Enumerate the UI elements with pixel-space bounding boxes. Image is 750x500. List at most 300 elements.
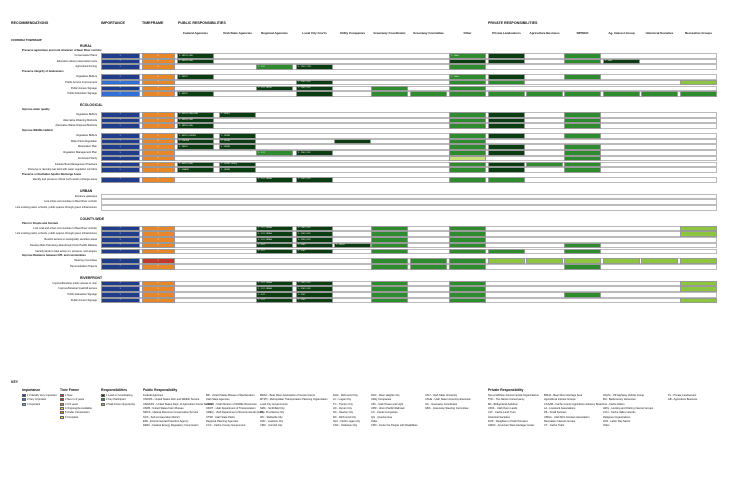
- responsibility-text: 1 - CMC, LRS: [298, 282, 311, 285]
- importance-header: IMPORTANCE: [101, 21, 125, 25]
- row-label: Conservation Plans: [74, 54, 97, 57]
- importance-value: 1: [119, 54, 121, 57]
- key-item: CH - Cache Hikers: [603, 402, 625, 406]
- key-item: 2 Key Participant: [106, 398, 126, 402]
- row-label: Public Education Signage: [67, 92, 97, 96]
- responsibility-text: 1 - CMC: [298, 293, 306, 296]
- column-header: Utility Companies: [339, 31, 366, 35]
- row-label: Vegetation Management Plan: [62, 151, 97, 155]
- key-item: 2 Very Important: [27, 398, 47, 402]
- key-item: RC - Richmond City: [333, 415, 356, 419]
- responsibility-cell: [564, 123, 601, 129]
- key-item: PL - Private Landowners: [668, 394, 697, 397]
- key-item: QG - Questar Gas: [371, 415, 393, 419]
- key-item: Historical Societies: [488, 415, 510, 419]
- key-item: BRHA - Bear River Heritage Area: [544, 394, 583, 397]
- key-item: MTPO - Metropolitan Transportation Planning Organization: [260, 398, 328, 402]
- section-title: RIVERFRONT: [80, 275, 103, 280]
- responsibility-text: 1 - USFWS: [179, 140, 190, 143]
- key-item: FERC - Federal Energy Regulatory Commission: [143, 424, 199, 428]
- key-item: BA - Bridgerland Audubon: [488, 402, 518, 406]
- responsibility-text: 1 - CCC: [258, 299, 266, 302]
- row-outline: [101, 249, 717, 255]
- responsibility-text: 1 - NRCS, FSA: [179, 60, 193, 63]
- key-item: PC - Providence City: [260, 411, 285, 415]
- responsibility-text: 1 - NRCS: [179, 75, 188, 78]
- key-item: UMGA - Utah Mint Growers Association: [544, 415, 590, 419]
- key-item: 6 Complete: [65, 415, 79, 419]
- responsibility-text: 1 - CMC, LRS: [298, 178, 311, 181]
- column-header: Private Landowners: [492, 31, 521, 35]
- row-label: Public Access Improvement: [65, 80, 97, 84]
- key-item: BRAG - Bear River Association of Governments: [260, 394, 315, 397]
- row-label: Vegetative Buffers: [75, 75, 97, 79]
- row-label: Link existing parks, schools, public spaces through green infrastructure: [15, 232, 97, 236]
- key-item: Other: [603, 424, 610, 428]
- row-label: Water Flow Regulation: [70, 139, 97, 143]
- timeframe-value: 5: [157, 157, 159, 160]
- key-item: WC - Wellsville City: [260, 415, 283, 419]
- timeframe-value: 5: [157, 134, 159, 137]
- key-item: USDA/FS - United States Dept. of Agriculture Forest Service: [143, 402, 213, 406]
- responsibility-text: 1 - Other: [451, 75, 459, 78]
- responsibility-cell: [449, 64, 486, 70]
- responsibility-cell: [680, 91, 717, 97]
- responsibility-text: 1 - CMC, LRS: [298, 287, 311, 290]
- key-item: UFDL - Utah Open Lands: [488, 406, 518, 410]
- key-item: CPD - Center for People with Disabilities: [371, 424, 418, 428]
- section-title: COUNTY-WIDE: [80, 216, 105, 221]
- key-item: UDWR - Utah Division of Wildlife Resources: [206, 402, 257, 406]
- row-label: Steering Committee: [74, 259, 97, 263]
- key-importance-title: Importance: [22, 388, 41, 392]
- key-swatch: [60, 398, 64, 401]
- key-item: RHC - River Heights City: [371, 394, 400, 397]
- timeframe-value: 5: [157, 60, 159, 63]
- timeframe-value: 5: [157, 163, 159, 165]
- key-item: 4 Ongoing/As Available: [65, 406, 92, 410]
- key-public-title: Public Responsibility: [143, 388, 178, 392]
- responsibility-cell: [488, 177, 525, 183]
- subsection-title: Preserve agriculture and rural character of Bear River corridor: [22, 49, 102, 52]
- row-label: Vegetative Buffers: [75, 112, 97, 116]
- responsibility-cell: [449, 123, 486, 129]
- row-label: Link rural and urban communities to Bear River corridor: [33, 226, 97, 230]
- responsibility-text: 1 - CCC: [258, 293, 266, 296]
- key-responsibilities-title: Responsibilities: [101, 388, 128, 392]
- responsibility-text: 1 - CMC, LRS: [298, 151, 311, 154]
- importance-value: 1: [119, 87, 121, 89]
- importance-value: 1: [119, 259, 121, 262]
- importance-value: 1: [119, 250, 121, 252]
- key-item: 3 Task Force Opportunity: [106, 402, 135, 406]
- importance-value: 1: [119, 287, 121, 290]
- responsibility-text: 1 - CCC, BRAG: [258, 287, 273, 290]
- timeframe-value: 3: [157, 140, 159, 143]
- timeframe-value: 5: [157, 151, 159, 154]
- row-label: Vegetative Buffers: [75, 134, 97, 137]
- responsibility-cell: [641, 91, 678, 97]
- key-swatch: [101, 394, 105, 397]
- responsibility-text: 1 - CMC, CRS: [298, 65, 311, 68]
- responsibility-text: 1 - CMC, LRS: [298, 232, 311, 235]
- key-item: HC - Hyrum City: [333, 406, 352, 410]
- responsibility-text: 1 - CMC: [298, 299, 306, 302]
- timeframe-value: 3: [157, 227, 159, 230]
- subsection-title: Preserve integrity of landowners: [22, 70, 64, 74]
- responsibility-cell: [449, 249, 486, 255]
- row-label: Education about preservation tools: [57, 59, 97, 63]
- timeframe-value: 1: [157, 259, 159, 262]
- key-private-title: Private Responsibility: [488, 388, 524, 392]
- responsibility-cell: [603, 91, 640, 97]
- key-item: Recreation Interest Groups: [544, 419, 576, 423]
- key-item: 1 Critically Very Important: [27, 394, 57, 397]
- key-item: GBC - Greenway Steering Committee: [425, 406, 469, 410]
- public-resp-header: PUBLIC RESPONSIBILITIES: [178, 21, 226, 25]
- importance-value: 1: [119, 232, 121, 235]
- importance-value: 1: [119, 282, 121, 285]
- key-swatch: [101, 398, 105, 401]
- row-outline: [101, 264, 717, 270]
- responsibility-cell: [488, 249, 525, 255]
- timeframe-value: 5: [157, 168, 159, 171]
- subsection-title: Improve Wildlife Habitat: [22, 129, 53, 132]
- timeframe-value: 5: [157, 113, 159, 116]
- responsibility-text: 1 - CCC: [258, 250, 266, 252]
- key-item: 5 Under Construction: [65, 411, 90, 415]
- importance-value: 1: [119, 145, 121, 148]
- responsibility-text: 1 - CCC, BRAG: [258, 238, 273, 241]
- responsibility-text: 1 - UDWR: [221, 140, 231, 143]
- importance-value: 1: [119, 227, 121, 230]
- responsibility-text: 1 - CCC: [258, 151, 266, 154]
- responsibility-text: 1 - USACE: [179, 168, 189, 171]
- timeframe-value: 3: [157, 81, 159, 84]
- timeframe-value: 3: [157, 238, 159, 241]
- responsibility-cell: [526, 91, 563, 97]
- key-item: USFB - United States Farm Bureau: [143, 406, 184, 410]
- key-swatch: [60, 411, 64, 414]
- timeframe-value: 5: [157, 119, 159, 122]
- key-item: CC - Canal Companies: [371, 411, 398, 415]
- importance-value: 1: [119, 134, 121, 137]
- row-label: Identify and preserve critical north-south recharge areas: [32, 177, 97, 181]
- private-resp-header: PRIVATE RESPONSIBILITIES: [488, 21, 538, 25]
- key-item: USFWS - United States Fish and Wildlife Service: [143, 398, 200, 402]
- key-item: UDOT - Utah Department of Transportation: [206, 406, 256, 410]
- row-label: Improve/Develop public access to river: [52, 281, 97, 285]
- responsibility-text: 1 - CCC, BRAG: [258, 232, 273, 235]
- responsibility-text: 1 - CMC: [298, 244, 306, 247]
- importance-value: 1: [119, 178, 121, 181]
- timeframe-value: 3: [157, 87, 159, 89]
- key-item: Other: [371, 419, 378, 423]
- timeframe-value: 3: [157, 299, 159, 302]
- importance-value: 1: [119, 119, 121, 122]
- timeframe-value: 5: [157, 54, 159, 57]
- key-item: LA - Livestock Associations: [544, 406, 576, 410]
- timeframe-value: 5: [157, 75, 159, 78]
- row-outline: [101, 205, 717, 211]
- importance-value: 1: [119, 157, 121, 160]
- key-item: CMC - Cornish City: [260, 424, 283, 428]
- key-item: OHVG - Off Highway Vehicle Group: [603, 394, 645, 397]
- responsibility-text: 1 - CCC, BRAG: [258, 178, 273, 181]
- responsibility-text: 1 - UDEQ: [221, 113, 230, 116]
- key-item: AMHC - American West Heritage Center: [488, 424, 535, 428]
- responsibility-cell: [410, 91, 447, 97]
- section-title: URBAN: [80, 188, 93, 193]
- key-item: FB - Small Farmers: [544, 411, 567, 415]
- responsibility-text: 1 - CCC: [258, 65, 266, 68]
- key-swatch: [60, 407, 64, 410]
- timeframe-value: 3: [157, 287, 159, 290]
- key-item: LMC - Lewiston City: [260, 419, 284, 423]
- responsibility-cell: [371, 249, 408, 255]
- key-item: UPR - Union Pacific Railroad: [371, 406, 405, 410]
- row-label: Develop Rail-Trail along abandoned Union Pacific Railway: [30, 243, 97, 247]
- key-item: Utah State Agencies: [206, 398, 230, 402]
- key-item: UPL - Utah Power and Light: [371, 402, 404, 406]
- responsibility-cell: [564, 264, 601, 270]
- key-swatch: [22, 398, 26, 401]
- responsibility-text: 1 - UDWR: [221, 168, 231, 171]
- responsibility-cell: [488, 91, 525, 97]
- responsibility-text: 1 - CMC: [298, 250, 306, 252]
- column-header: Local City Gov'ts: [302, 31, 327, 35]
- responsibility-text: 1 - Other: [451, 54, 459, 57]
- row-outline: [101, 64, 717, 70]
- key-item: Local City Governments: [260, 402, 288, 406]
- importance-value: 1: [119, 75, 121, 78]
- responsibility-cell: [564, 91, 601, 97]
- importance-value: 1: [119, 60, 121, 63]
- responsibility-text: 1 - UDWR, UDEQ: [221, 163, 237, 165]
- responsibility-cell: [410, 264, 447, 270]
- column-header: Other: [463, 31, 472, 35]
- row-label: Link urban communities to Bear River corridor: [44, 200, 97, 204]
- row-outline: [101, 298, 717, 304]
- responsibility-text: 1 - CCC, BRTA: [258, 87, 272, 89]
- timeframe-value: 3: [157, 65, 159, 68]
- row-label: Improve/Develop boat/raft access: [58, 287, 97, 291]
- key-item: 1 Lead or Coordinating: [106, 394, 133, 397]
- responsibility-text: 1 - UDWR: [221, 134, 231, 137]
- key-swatch: [60, 394, 64, 397]
- responsibility-text: 1 - CMC, LRS: [298, 238, 311, 241]
- key-timeframe-title: Time Frame: [60, 388, 79, 392]
- key-item: HFIG - Hunting and Fishing Interest Groups: [603, 406, 654, 410]
- row-label: Enhance gateways: [75, 194, 97, 198]
- row-label: Continued Study: [77, 156, 97, 160]
- importance-value: 2: [119, 81, 121, 84]
- township-title: CORNISH TOWNSHIP: [11, 38, 42, 42]
- responsibility-cell: [371, 298, 408, 304]
- responsibility-text: 1 - UPRR: [336, 244, 345, 247]
- key-item: 3 3-5 years: [65, 402, 78, 406]
- key-item: EPA - Environmental Protection Agency: [143, 419, 189, 423]
- key-swatch: [22, 394, 26, 397]
- responsibility-cell: [449, 264, 486, 270]
- row-label: Restrict access to ecologically sensitive areas: [44, 238, 97, 242]
- key-swatch: [60, 416, 64, 419]
- importance-value: 1: [119, 299, 121, 302]
- responsibility-text: 1 - UFB: [605, 60, 612, 63]
- timeframe-value: 5: [157, 124, 159, 127]
- responsibility-cell: [449, 298, 486, 304]
- subsection-title: Preserve or Revitalize Aquifer Recharge Areas: [22, 172, 82, 176]
- column-header: Historical Societies: [645, 31, 674, 35]
- row-label: Public Access Signage: [70, 86, 97, 90]
- row-label: Agricultural Zoning: [75, 65, 97, 69]
- responsibility-cell: [449, 167, 486, 173]
- responsibility-text: 1 - NRCS, USFWS: [179, 134, 196, 137]
- timeframe-header: TIMEFRAME: [142, 21, 164, 25]
- responsibility-text: 1 - NRCS, FSA, EPA: [179, 113, 198, 116]
- key-item: UDEQ - Utah Department of Environmental Quality: [206, 411, 265, 415]
- responsibility-cell: [488, 123, 525, 129]
- responsibility-cell: [564, 249, 601, 255]
- section-title: RURAL: [80, 44, 92, 48]
- responsibility-text: 1 - NRCS: [179, 92, 188, 95]
- importance-value: 1: [119, 265, 121, 268]
- row-outline: [101, 177, 717, 183]
- responsibility-cell: [371, 264, 408, 270]
- column-header: Federal Agencies: [183, 31, 208, 35]
- key-item: CT - Cache Trails: [544, 424, 565, 428]
- row-label: Institute Best Management Practices: [54, 162, 97, 166]
- responsibility-text: 1 - UDWR: [221, 145, 231, 148]
- key-item: SCS - Soil Conservation District: [143, 415, 180, 419]
- key-item: SMC - Smithfield City: [260, 406, 285, 410]
- responsibility-text: 1 - CCC: [258, 244, 266, 247]
- responsibility-text: 1 - NRCS, FSA: [179, 119, 193, 122]
- key-item: CVH - Cache Valley Hounds: [603, 411, 636, 415]
- importance-value: 1: [119, 113, 121, 116]
- column-header: NP/NGO: [576, 31, 589, 35]
- key-item: USU - Utah State University: [425, 394, 458, 397]
- responsibility-text: 1 - NRCS: [179, 145, 188, 148]
- responsibility-text: 1 - CCC, BRAG: [258, 282, 273, 285]
- column-header: Agriculture Business: [529, 31, 560, 35]
- responsibility-cell: [564, 167, 601, 173]
- row-label: Alternative Watering Methods: [63, 118, 97, 122]
- timeframe-value: 3: [157, 92, 159, 95]
- responsibility-text: 1 - CMC, LRS: [298, 87, 311, 89]
- key-item: 3 Important: [27, 402, 41, 406]
- page-title: RECOMMENDATIONS: [11, 21, 49, 25]
- key-item: AB - Agriculture Business: [668, 398, 698, 402]
- subsection-title: Improve Relations between GPL and communities: [22, 254, 86, 258]
- key-item: CLT - Cache Land Trust: [488, 411, 516, 415]
- key-item: USUE - Utah State University Extension: [425, 398, 471, 402]
- row-label: Link existing parks, schools, public spaces through green infrastructure: [15, 206, 97, 209]
- importance-value: 1: [119, 124, 121, 127]
- key-item: Religious Organizations: [603, 415, 631, 419]
- responsibility-cell: [680, 298, 717, 304]
- row-label: Demonstration Projects: [70, 264, 97, 268]
- timeframe-value: 3: [157, 282, 159, 285]
- column-header: Greenway Coordinator: [373, 31, 406, 35]
- importance-value: 1: [119, 244, 121, 247]
- timeframe-value: 3: [157, 293, 159, 296]
- timeframe-value: 3: [157, 244, 159, 247]
- row-label: Identify lands to take action on, preserve, and acquire: [35, 249, 97, 253]
- key-item: GC - Greenway Coordinator: [425, 402, 458, 406]
- key-item: LDS - Latter Day Saints: [603, 419, 631, 423]
- importance-value: 1: [119, 293, 121, 296]
- key-item: NC - Newton City: [333, 411, 354, 415]
- responsibility-cell: [449, 91, 486, 97]
- key-item: CNC - Clarkston City: [333, 424, 358, 428]
- key-item: NRCS - Natural Resource Conservation Service: [143, 411, 199, 415]
- responsibility-text: 1 - CCC, BRAG: [258, 227, 273, 230]
- importance-value: 1: [119, 238, 121, 241]
- column-header: Regional Agencies: [261, 31, 288, 35]
- key-swatch: [22, 403, 26, 406]
- importance-value: 2: [119, 92, 121, 95]
- subsection-title: Improve water quality: [22, 107, 50, 111]
- key-item: Regional Planning Agencies: [206, 419, 239, 423]
- key-item: TC - Trenton City: [333, 402, 353, 406]
- importance-value: 1: [119, 65, 121, 68]
- row-label: Restoration Plan: [77, 145, 97, 149]
- key-item: 2 Next 1-3 years: [65, 398, 85, 402]
- importance-value: 1: [119, 163, 121, 165]
- row-label: Public Access Signage: [70, 298, 97, 302]
- key-swatch: [101, 403, 105, 406]
- key-item: UTSP - Utah State Parks: [206, 415, 235, 419]
- key-item: Federal Agencies: [143, 394, 164, 397]
- responsibility-text: 1 - CMC, LRS: [298, 81, 311, 84]
- timeframe-value: 3: [157, 178, 159, 181]
- key-item: BH - Backcountry Horsemen: [603, 398, 636, 402]
- column-header: Greenway Committee: [413, 31, 444, 35]
- key-title: KEY: [11, 380, 18, 384]
- subsection-title: Plan for People and Animals: [22, 221, 59, 225]
- key-item: DUP - Daughters of Utah Pioneers: [488, 419, 528, 423]
- key-swatch: [60, 403, 64, 406]
- column-header: Recreation Groups: [684, 31, 712, 35]
- key-item: NLC - North Logan City: [333, 419, 360, 423]
- row-label: Public Education Signage: [67, 293, 97, 296]
- key-item: Non-profit/Non-Governmental Organizations: [488, 394, 539, 397]
- responsibility-cell: [371, 91, 408, 97]
- key-item: CCC - Cache County Government: [206, 424, 246, 428]
- key-item: CCAAB - Cache County Agriculture Advisory Board: [544, 402, 603, 406]
- key-item: TNC - The Nature Conservancy: [488, 398, 525, 402]
- key-item: 1 Now: [65, 394, 73, 397]
- timeframe-value: 5: [157, 145, 159, 148]
- key-item: Agricultural Interest Groups: [544, 398, 576, 402]
- section-title: ECOLOGICAL: [80, 102, 103, 107]
- responsibility-text: 1 - NRCS, FSA: [179, 54, 193, 57]
- responsibility-cell: [449, 177, 486, 183]
- responsibility-text: 1 - NRCS, EPA: [179, 163, 193, 165]
- timeframe-value: 3: [157, 250, 159, 252]
- importance-value: 1: [119, 140, 121, 143]
- column-header: Ag. Interest Group: [608, 31, 635, 35]
- timeframe-value: 3: [157, 265, 159, 268]
- column-header: Utah State Agencies: [223, 31, 252, 35]
- importance-value: 1: [119, 151, 121, 154]
- row-label: Alternative Waste Disposal Methods: [55, 124, 97, 128]
- responsibility-text: 1 - NRCS, FSA: [179, 124, 193, 127]
- importance-value: 1: [119, 168, 121, 171]
- timeframe-value: 3: [157, 232, 159, 235]
- responsibility-text: 1 - CMC, LRS: [298, 227, 311, 230]
